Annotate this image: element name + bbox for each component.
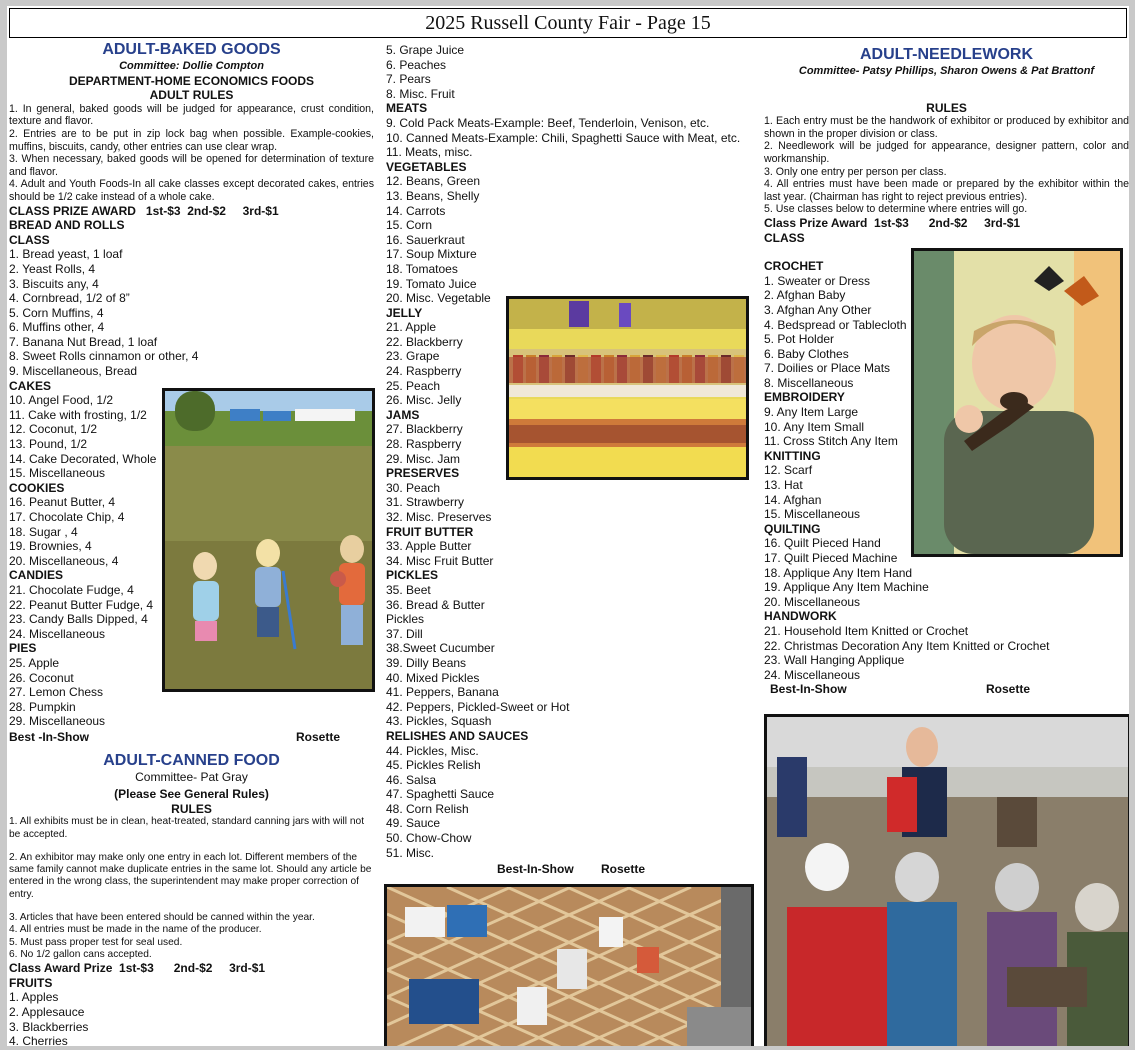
class-item: 38.Sweet Cucumber bbox=[386, 641, 495, 656]
class-item: 18. Applique Any Item Hand bbox=[764, 565, 913, 580]
section-title: PICKLES bbox=[386, 568, 439, 583]
class-item: 2. Yeast Rolls, 4 bbox=[9, 261, 96, 276]
baked-heading: ADULT-BAKED GOODS bbox=[102, 41, 281, 58]
class-item: 23. Wall Hanging Applique bbox=[764, 653, 905, 668]
rule-text: 3. Only one entry per person per class. bbox=[764, 165, 947, 178]
best-in-show-label: Best -In-Show bbox=[9, 729, 89, 744]
section-title: CAKES bbox=[9, 378, 52, 393]
canned-best-row bbox=[386, 862, 756, 877]
class-item: 23. Candy Balls Dipped, 4 bbox=[9, 612, 148, 627]
class-item: 26. Coconut bbox=[9, 670, 74, 685]
class-item: 8. Sweet Rolls cinnamon or other, 4 bbox=[9, 349, 199, 364]
needle-heading: ADULT-NEEDLEWORK bbox=[859, 46, 1034, 63]
class-item: 20. Miscellaneous bbox=[764, 594, 861, 609]
class-item: 21. Apple bbox=[386, 320, 437, 335]
class-item: 18. Tomatoes bbox=[386, 261, 458, 276]
section-title: QUILTING bbox=[764, 521, 821, 536]
class-item: 25. Peach bbox=[386, 378, 441, 393]
section-title: EMBROIDERY bbox=[764, 390, 845, 405]
rule-text: 1. All exhibits must be in clean, heat-treated, standard canning jars with will not be accepted. bbox=[9, 816, 365, 840]
section-title: JAMS bbox=[386, 407, 420, 422]
class-item: 22. Blackberry bbox=[386, 334, 463, 349]
class-item: 11. Cake with frosting, 1/2 bbox=[9, 407, 147, 422]
class-item: 48. Corn Relish bbox=[386, 801, 469, 816]
class-item: 43. Pickles, Squash bbox=[386, 714, 492, 729]
section-title: BREAD AND ROLLS bbox=[9, 218, 125, 233]
needle-rules-title: RULES bbox=[926, 100, 967, 115]
rule-text: 2. Entries are to be put in zip lock bag when possible. Example-cookies, muffins, biscuits, candy, other entries can use clear wrap. bbox=[9, 127, 374, 153]
canned-rules-title: RULES bbox=[171, 801, 212, 816]
class-item: 27. Blackberry bbox=[386, 422, 463, 437]
rule-text: 5. Use classes below to determine where entries will go. bbox=[764, 203, 1028, 216]
class-item: 3. Biscuits any, 4 bbox=[9, 276, 99, 291]
class-item: 37. Dill bbox=[386, 626, 423, 641]
class-item: 30. Peach bbox=[386, 480, 441, 495]
class-item: 41. Peppers, Banana bbox=[386, 685, 499, 700]
section-title: KNITTING bbox=[764, 448, 821, 463]
class-item: 36. Bread & Butter bbox=[386, 597, 485, 612]
class-item: 34. Misc Fruit Butter bbox=[386, 553, 494, 568]
baked-prize-line: CLASS PRIZE AWARD 1st-$3 2nd-$2 3rd-$1 bbox=[9, 203, 279, 218]
fruits-list bbox=[9, 990, 374, 1046]
rule-text: 1. Each entry must be the handwork of exhibitor or produced by exhibitor and shown in the proper division or class. bbox=[764, 115, 1129, 140]
class-item: 39. Dilly Beans bbox=[386, 655, 467, 670]
class-item: 14. Cake Decorated, Whole bbox=[9, 451, 157, 466]
class-item: 12. Coconut, 1/2 bbox=[9, 422, 98, 437]
section-title: PIES bbox=[9, 641, 37, 656]
class-item: 21. Household Item Knitted or Crochet bbox=[764, 623, 969, 638]
class-item: 16. Peanut Butter, 4 bbox=[9, 495, 116, 510]
class-item: 6. Muffins other, 4 bbox=[9, 320, 105, 335]
class-item: 25. Apple bbox=[9, 655, 60, 670]
class-item: 27. Lemon Chess bbox=[9, 685, 104, 700]
baked-best-row bbox=[9, 730, 374, 745]
class-item: 24. Miscellaneous bbox=[764, 667, 861, 682]
class-item: 7. Pears bbox=[386, 72, 431, 87]
rule-text: 1. In general, baked goods will be judged for appearance, crust condition, texture and flavor. bbox=[9, 102, 374, 128]
class-item: 11. Cross Stitch Any Item bbox=[764, 434, 898, 449]
fruits-title: FRUITS bbox=[9, 975, 53, 990]
class-item: 4. Cherries bbox=[9, 1034, 68, 1046]
class-item: 3. Blackberries bbox=[9, 1019, 89, 1034]
section-title: VEGETABLES bbox=[386, 159, 467, 174]
rule-text: 5. Must pass proper test for seal used. bbox=[9, 936, 183, 948]
class-item: 20. Misc. Vegetable bbox=[386, 291, 491, 306]
photo-children-field bbox=[162, 388, 375, 692]
class-item: 21. Chocolate Fudge, 4 bbox=[9, 582, 134, 597]
class-item: 35. Beet bbox=[386, 582, 431, 597]
class-item: 26. Misc. Jelly bbox=[386, 393, 462, 408]
rule-text: 4. All entries must have been made or prepared by the exhibitor within the last year. (Chairman has right to reject previous entries). bbox=[764, 178, 1129, 203]
class-item: 29. Misc. Jam bbox=[386, 451, 461, 466]
section-title: RELISHES AND SAUCES bbox=[386, 728, 529, 743]
class-item: 44. Pickles, Misc. bbox=[386, 743, 479, 758]
class-item: 6. Baby Clothes bbox=[764, 346, 849, 361]
class-item: 51. Misc. bbox=[386, 845, 435, 860]
class-item: 14. Afghan bbox=[764, 492, 822, 507]
class-item: 28. Raspberry bbox=[386, 437, 462, 452]
needle-committee: Committee- Patsy Phillips, Sharon Owens & Pat Brattonf bbox=[798, 65, 1095, 77]
canned-general-rules: (Please See General Rules) bbox=[114, 787, 269, 802]
photo-needlework-display bbox=[384, 884, 754, 1046]
class-item: 18. Sugar , 4 bbox=[9, 524, 78, 539]
section-title: MEATS bbox=[386, 101, 428, 116]
class-item: 45. Pickles Relish bbox=[386, 758, 481, 773]
class-item: 19. Brownies, 4 bbox=[9, 539, 92, 554]
class-item: 40. Mixed Pickles bbox=[386, 670, 480, 685]
class-item: 15. Miscellaneous bbox=[764, 507, 861, 522]
class-item: 22. Christmas Decoration Any Item Knitted or Crochet bbox=[764, 638, 1050, 653]
class-item: 9. Any Item Large bbox=[764, 405, 859, 420]
class-item: 5. Pot Holder bbox=[764, 332, 835, 347]
baked-dept: DEPARTMENT-HOME ECONOMICS FOODS bbox=[68, 73, 315, 88]
class-item: 8. Miscellaneous bbox=[764, 375, 854, 390]
best-in-show-label: Best-In-Show bbox=[770, 682, 847, 697]
baked-committee: Committee: Dollie Compton bbox=[119, 60, 264, 72]
class-item: 7. Doilies or Place Mats bbox=[764, 361, 891, 376]
page-title: 2025 Russell County Fair - Page 15 bbox=[9, 8, 1127, 38]
rule-text: 3. When necessary, baked goods will be opened for determination of texture and flavor. bbox=[9, 153, 374, 178]
class-item: 9. Miscellaneous, Bread bbox=[9, 364, 138, 379]
rule-text: 6. No 1/2 gallon cans accepted. bbox=[9, 948, 152, 960]
class-item: 10. Angel Food, 1/2 bbox=[9, 393, 114, 408]
class-item: 12. Beans, Green bbox=[386, 174, 481, 189]
rosette-label: Rosette bbox=[296, 729, 341, 744]
class-item: 13. Hat bbox=[764, 478, 803, 493]
class-item: 20. Miscellaneous, 4 bbox=[9, 553, 119, 568]
rule-text: 2. Needlework will be judged for appearance, designer pattern, color and workmanship. bbox=[764, 140, 1129, 165]
class-item: 7. Banana Nut Bread, 1 loaf bbox=[9, 334, 158, 349]
canned-rules bbox=[9, 816, 374, 961]
class-item: 1. Sweater or Dress bbox=[764, 273, 871, 288]
class-item: 19. Tomato Juice bbox=[386, 276, 477, 291]
rosette-label: Rosette bbox=[986, 682, 1031, 697]
rule-text: 4. All entries must be made in the name of the producer. bbox=[9, 924, 262, 936]
class-item: 5. Corn Muffins, 4 bbox=[9, 305, 104, 320]
photo-canned-jars bbox=[506, 296, 749, 480]
best-in-show-label: Best-In-Show bbox=[497, 862, 574, 877]
class-item: 9. Cold Pack Meats-Example: Beef, Tenderloin, Venison, etc. bbox=[386, 115, 710, 130]
class-item: 11. Meats, misc. bbox=[386, 145, 473, 160]
class-item: 19. Applique Any Item Machine bbox=[764, 580, 929, 595]
class-item: 24. Miscellaneous bbox=[9, 626, 106, 641]
class-item: 1. Apples bbox=[9, 990, 59, 1005]
section-title: CROCHET bbox=[764, 259, 824, 274]
needle-prize-line: Class Prize Award 1st-$3 2nd-$2 3rd-$1 bbox=[764, 215, 1021, 230]
class-item: Pickles bbox=[386, 612, 425, 627]
class-item: 8. Misc. Fruit bbox=[386, 86, 455, 101]
canned-heading: ADULT-CANNED FOOD bbox=[103, 751, 280, 769]
class-item: 4. Bedspread or Tablecloth bbox=[764, 317, 907, 332]
class-item: 32. Misc. Preserves bbox=[386, 510, 492, 524]
class-item: 5. Grape Juice bbox=[386, 43, 465, 57]
section-title: JELLY bbox=[386, 305, 423, 320]
class-item: 17. Soup Mixture bbox=[386, 247, 477, 262]
class-item: 24. Raspberry bbox=[386, 364, 462, 379]
canned-class-list bbox=[386, 101, 756, 860]
class-item: 50. Chow-Chow bbox=[386, 831, 472, 846]
class-item: 17. Chocolate Chip, 4 bbox=[9, 510, 125, 524]
class-item: 15. Miscellaneous bbox=[9, 466, 106, 481]
rosette-label: Rosette bbox=[601, 862, 646, 877]
photo-crowd-dancing bbox=[764, 714, 1129, 1046]
class-item: 29. Miscellaneous bbox=[9, 714, 106, 729]
photo-boy-with-spoon bbox=[911, 248, 1123, 557]
section-title: PRESERVES bbox=[386, 466, 460, 481]
class-item: 2. Afghan Baby bbox=[764, 288, 846, 303]
fruits-list-continued bbox=[386, 43, 756, 101]
section-title: CANDIES bbox=[9, 568, 64, 583]
class-item: 14. Carrots bbox=[386, 203, 446, 218]
class-item: 13. Beans, Shelly bbox=[386, 188, 480, 203]
class-item: 4. Cornbread, 1/2 of 8” bbox=[9, 291, 130, 306]
class-item: 10. Canned Meats-Example: Chili, Spaghetti Sauce with Meat, etc. bbox=[386, 130, 741, 145]
needle-rules bbox=[764, 115, 1129, 216]
class-item: 31. Strawberry bbox=[386, 495, 465, 510]
class-item: 16. Quilt Pieced Hand bbox=[764, 536, 881, 551]
section-title: COOKIES bbox=[9, 480, 65, 495]
needle-best-row bbox=[764, 682, 1129, 697]
class-item: 13. Pound, 1/2 bbox=[9, 437, 88, 452]
rule-text: 4. Adult and Youth Foods-In all cake classes except decorated cakes, entries should be 1/2 cake instead of a whole cake. bbox=[9, 178, 374, 203]
class-item: 10. Any Item Small bbox=[764, 419, 865, 434]
class-item: 46. Salsa bbox=[386, 772, 437, 787]
baked-rules-title: ADULT RULES bbox=[149, 88, 234, 103]
section-title: FRUIT BUTTER bbox=[386, 524, 474, 539]
class-item: 15. Corn bbox=[386, 218, 433, 233]
class-item: 22. Peanut Butter Fudge, 4 bbox=[9, 597, 154, 612]
class-item: 33. Apple Butter bbox=[386, 539, 472, 554]
rule-text: 2. An exhibitor may make only one entry in each lot. Different members of the same family cannot make duplicate entries in the same lot. Should any article be entered in the wrong class, the superintendent may make proper correction of entry. bbox=[9, 851, 372, 900]
newspaper-page bbox=[7, 6, 1129, 1046]
class-item: 12. Scarf bbox=[764, 463, 813, 478]
rule-text: 3. Articles that have been entered should be canned within the year. bbox=[9, 912, 315, 924]
canned-committee: Committee- Pat Gray bbox=[135, 769, 248, 784]
class-item: 16. Sauerkraut bbox=[386, 232, 465, 247]
class-item: 47. Spaghetti Sauce bbox=[386, 787, 495, 802]
class-item: 1. Bread yeast, 1 loaf bbox=[9, 247, 123, 262]
class-item: 3. Afghan Any Other bbox=[764, 302, 872, 317]
class-item: 23. Grape bbox=[386, 349, 440, 364]
class-item: 6. Peaches bbox=[386, 57, 447, 72]
class-item: 42. Peppers, Pickled-Sweet or Hot bbox=[386, 699, 570, 714]
baked-rules bbox=[9, 103, 374, 204]
canned-prize-line: Class Award Prize 1st-$3 2nd-$2 3rd-$1 bbox=[9, 961, 266, 976]
class-label: CLASS bbox=[9, 232, 50, 247]
section-title: HANDWORK bbox=[764, 609, 837, 624]
class-item: 28. Pumpkin bbox=[9, 699, 76, 714]
class-item: 49. Sauce bbox=[386, 816, 441, 831]
class-label: CLASS bbox=[764, 230, 805, 245]
class-item: 17. Quilt Pieced Machine bbox=[764, 551, 898, 565]
class-item: 2. Applesauce bbox=[9, 1005, 85, 1020]
